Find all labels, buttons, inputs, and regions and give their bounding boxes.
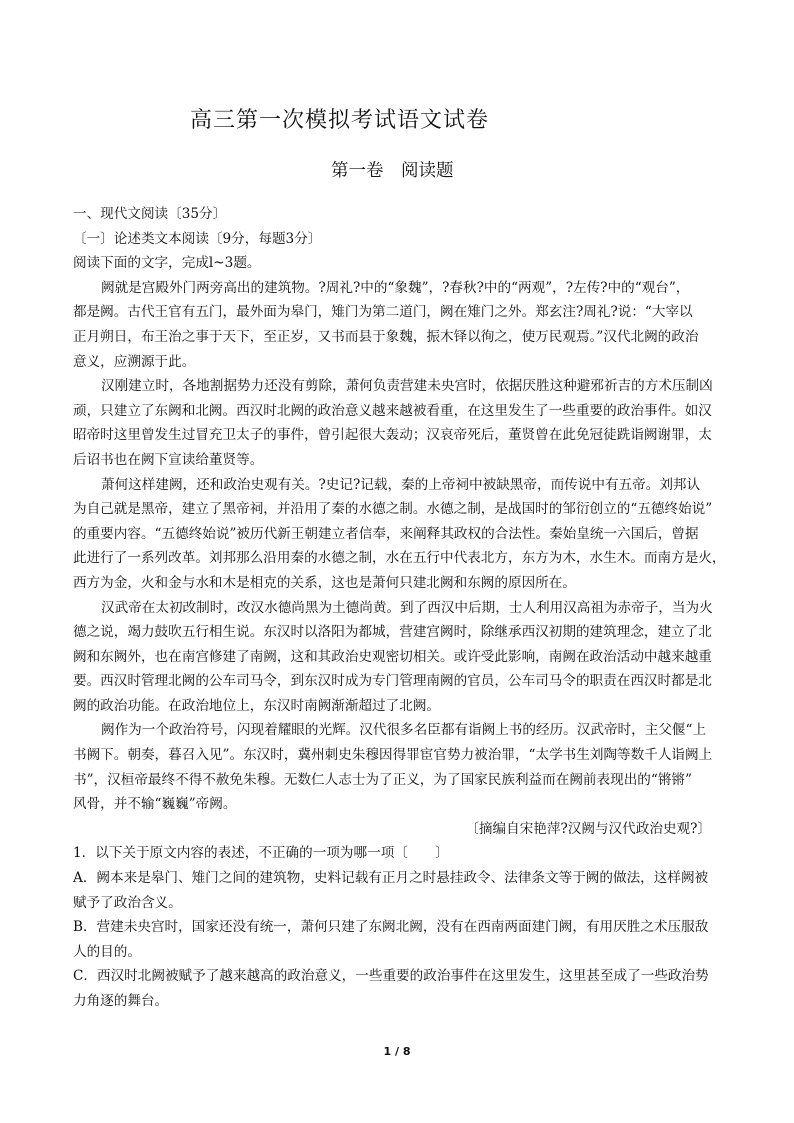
- subsection-heading: 〔一〕论述类文本阅读〔9分，每题3分〕: [73, 230, 322, 247]
- text-line: 书”，汉桓帝最终不得不赦免朱穆。无数仁人志士为了正义，为了国家民族利益而在阙前表现出的“锵锵”: [73, 771, 692, 788]
- paragraph: [73, 276, 723, 374]
- text-line: 为自己就是黑帝，建立了黑帝祠，并沿用了秦的水德之制。水德之制，是战国时的邹衍创立的“五德终始说”: [73, 501, 713, 518]
- paragraph: [73, 718, 723, 816]
- text-line: 德之说，竭力鼓吹五行相生说。东汉时以洛阳为都城，营建宫阙时，除继承西汉初期的建筑理念，建立了北: [73, 624, 712, 641]
- text-line: 正月朔日，布王治之事于天下，至正岁，又书而县于象魏，振木铎以徇之，使万民观焉。”汉代北阙的政治: [73, 328, 699, 345]
- instruction-text: 阅读下面的文字，完成l~3题。: [73, 255, 261, 272]
- text-line: 人的目的。: [73, 943, 141, 960]
- text-line: 阙的政治功能。在政治地位上，东汉时南阙渐渐超过了北阙。: [73, 697, 441, 714]
- text-line: 的重要内容。“五德终始说”被历代新王朝建立者信奉，来阐释其政权的合法性。秦始皇统一六国后，曾据: [73, 525, 699, 542]
- text-line: C．西汉时北阙被赋予了越来越高的政治意义，一些重要的政治事件在这里发生，这里甚至成了一些政治势: [73, 968, 709, 985]
- text-line: 阙作为一个政治符号，闪现着耀眼的光辉。汉代很多名臣都有诣阙上书的经历。汉武帝时，主父偃“上: [101, 722, 707, 739]
- option-b: [73, 915, 723, 964]
- text-line: A．阙本来是皋门、雉门之间的建筑物，史料记载有正月之时悬挂政令、法律条文等于阙的做法，这样阙被: [73, 870, 709, 887]
- text-line: 汉武帝在太初改制时，改汉水德尚黑为土德尚黄。到了西汉中后期，士人利用汉高祖为赤帝子，当为火: [101, 599, 713, 616]
- option-c: [73, 964, 723, 1013]
- question-1: 1．以下关于原文内容的表述，不正确的一项为哪一项〔 〕: [73, 845, 449, 862]
- page-number: 1 / 8: [383, 1045, 411, 1058]
- body-text: [73, 202, 726, 1014]
- section-heading: 一、现代文阅读〔35分〕: [73, 206, 227, 222]
- text-line: 汉刚建立时，各地割据势力还没有剪除，萧何负责营建未央宫时，依据厌胜这种避邪祈吉的方术压制凶: [101, 378, 713, 395]
- text-line: 赋予了政治含义。: [73, 894, 182, 911]
- text-line: 西方为金，火和金与水和木是相克的关系，这也是萧何只建北阙和东阙的原因所在。: [73, 574, 576, 591]
- text-line: 萧何这样建阙，还和政治史观有关。?史记?记载，秦的上帝祠中被缺黑帝，而传说中有五帝。刘邦认: [101, 476, 701, 493]
- paragraph: [73, 374, 723, 472]
- text-line: 后诏书也在阙下宣读给董贤等。: [73, 451, 264, 468]
- text-line: 阙就是宫殿外门两旁高出的建筑物。?周礼?中的“象魏”，?春秋?中的“两观”，?左传?中的“观台”，: [101, 279, 690, 296]
- text-line: 书阙下。朝奏，暮召入见”。东汉时，冀州刺史朱穆因得罪宦官势力被治罪，“太学书生刘陶等数千人诣阙上: [73, 747, 713, 764]
- paragraph: [73, 473, 726, 596]
- source-citation: 〔摘编自宋艳萍?汉阙与汉代政治史观?〕: [465, 820, 711, 837]
- text-line: B．营建未央宫时，国家还没有统一，萧何只建了东阙北阙，没有在西南两面建门阙，有用厌胜之术压服敌: [73, 919, 709, 936]
- page-title: 高三第一次模拟考试语文试卷: [190, 108, 490, 133]
- page-subtitle: 第一卷 阅读题: [331, 161, 454, 181]
- text-line: 力角逐的舞台。: [73, 993, 169, 1009]
- text-line: 风骨，并不输“巍巍”帝阙。: [73, 796, 237, 813]
- text-line: 意义，应溯源于此。: [73, 353, 196, 370]
- paragraph: [73, 596, 723, 719]
- text-line: 顽，只建立了东阙和北阙。西汉时北阙的政治意义越来越被看重，在这里发生了一些重要的政治事件。如汉: [73, 402, 712, 419]
- text-line: 昭帝时这里曾发生过冒充卫太子的事件，曾引起很大轰动；汉哀帝死后，董贤曾在此免冠徒跣诣阙谢罪，太: [73, 427, 712, 444]
- text-line: 都是阙。古代王官有五门，最外面为皋门，雉门为第二道门，阙在雉门之外。郑玄注?周礼?说：“大宰以: [73, 304, 693, 321]
- text-line: 阙和东阙外，也在南宫修建了南阙，这和其政治史观密切相关。或许受此影响，南阙在政治活动中越来越重: [73, 648, 712, 665]
- text-line: 此进行了一系列改革。刘邦那么沿用秦的水德之制，水在五行中代表北方，东方为木，水生木。而南方是火，: [73, 550, 726, 567]
- option-a: [73, 866, 723, 915]
- text-line: 要。西汉时管理北阙的公车司马令，到东汉时成为专门管理南阙的官员，公车司马令的职责在西汉时都是北: [73, 673, 712, 690]
